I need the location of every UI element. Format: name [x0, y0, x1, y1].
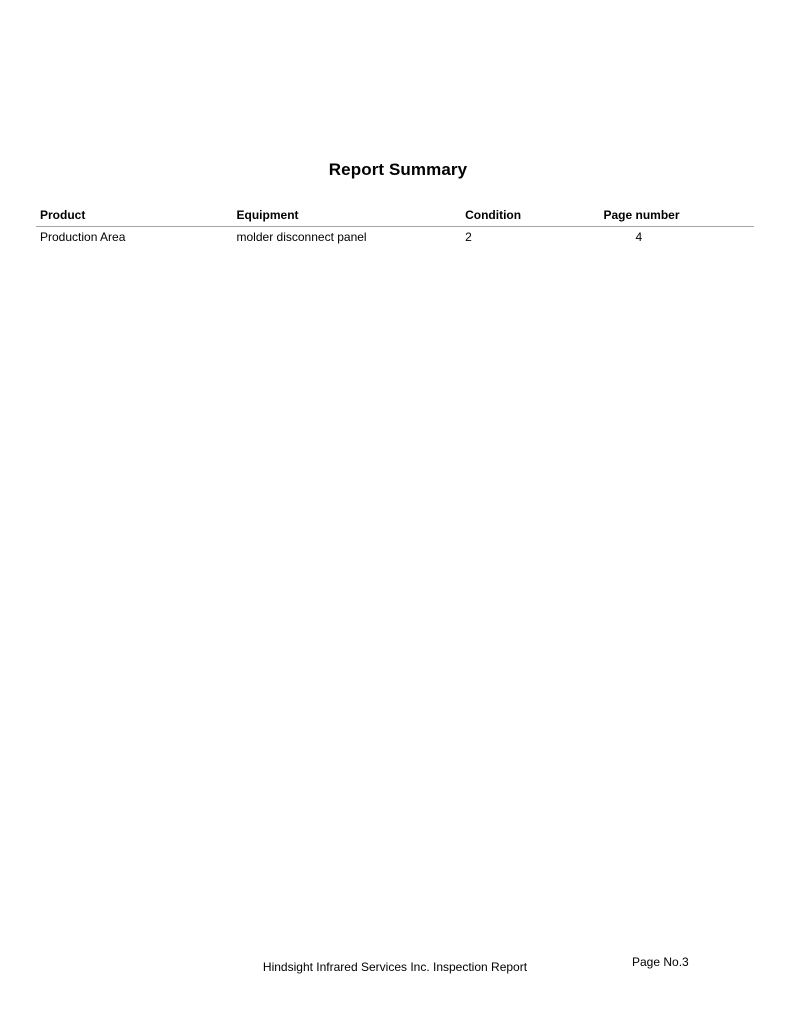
table-header-row	[36, 206, 754, 227]
header-equipment: Equipment	[233, 206, 462, 227]
cell-condition: 2	[465, 230, 472, 244]
header-page-number: Page number	[600, 206, 755, 227]
cell-page-number: 4	[635, 230, 643, 244]
footer-report-name: Hindsight Infrared Services Inc. Inspection Report	[262, 960, 528, 974]
page-title: Report Summary	[328, 160, 468, 179]
table-row	[36, 227, 754, 247]
cell-equipment: molder disconnect panel	[236, 230, 367, 244]
header-condition: Condition	[461, 206, 599, 227]
report-summary-table	[36, 206, 754, 246]
footer-page-number: Page No.3	[632, 955, 689, 969]
header-product: Product	[36, 206, 233, 227]
cell-product: Production Area	[40, 230, 126, 244]
